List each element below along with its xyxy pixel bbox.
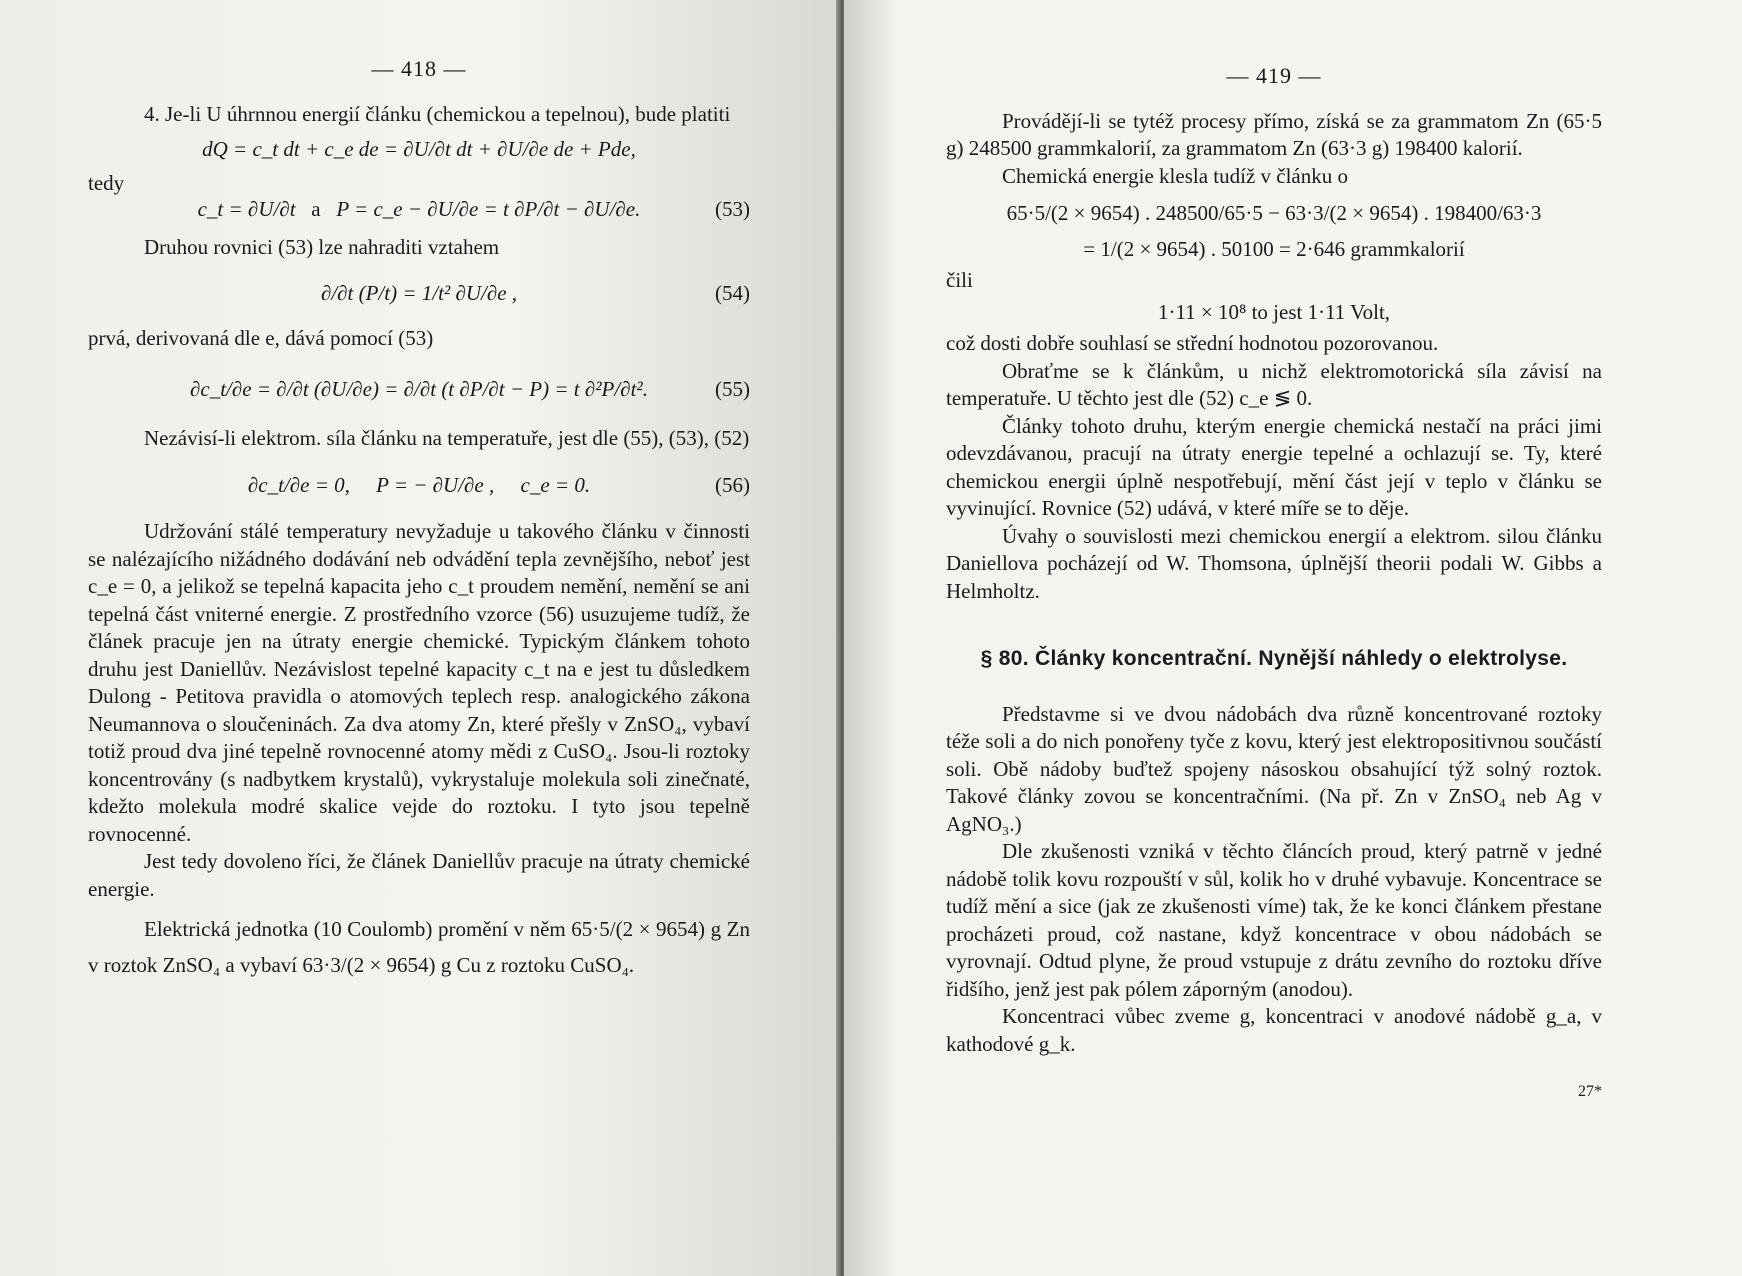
section-heading-80: § 80. Články koncentrační. Nynější náhledy o elektrolyse.	[980, 647, 1568, 670]
equation-dq	[88, 136, 750, 164]
paragraph-prva: prvá, derivovaná dle e, dává pomocí (53)	[88, 326, 434, 350]
equation-53	[88, 170, 750, 224]
equation-56-text: ∂c_t/∂e = 0, P = − ∂U/∂e , c_e = 0.	[247, 473, 591, 497]
signature-mark: 27*	[1578, 1083, 1602, 1100]
equation-number-56: (56)	[715, 473, 750, 497]
equation-number-54: (54)	[715, 281, 750, 305]
equation-54-text: ∂/∂t (P/t) = 1/t² ∂U/∂e ,	[320, 281, 518, 305]
paragraph-predstavme: Představme si ve dvou nádobách dva různě koncentrované roztoky téže soli a do nich ponořeny tyče z kovu, který jest elektropositivnou součástí soli. Obě nádoby buďtež spojeny násoskou obsahující týž solný roztok. Takové články zovou se koncentračními. (Na př. Zn v ZnSO₄ neb Ag v AgNO₃.)	[946, 701, 1602, 836]
label-cili: čili	[946, 268, 973, 292]
left-text-column	[88, 55, 750, 983]
paragraph-druhou: Druhou rovnici (53) lze nahraditi vztahem	[144, 234, 500, 259]
paragraph-nezavisi: Nezávisí-li elektrom. síla článku na temperatuře, jest dle (55), (53), (52)	[144, 425, 750, 450]
equation-55	[88, 359, 750, 419]
volt-line: 1·11 × 10⁸ to jest 1·11 Volt,	[1157, 299, 1391, 324]
equation-53-and: a	[311, 196, 321, 221]
paragraph-chemicka: Chemická energie klesla tudíž v článku o	[1002, 163, 1348, 188]
right-page	[844, 0, 1742, 1276]
equation-volt	[946, 299, 1602, 327]
paragraph-dle-zkusenosti: Dle zkušenosti vzniká v těchto článcích proud, který patrně v jedné nádobě tolik kovu rozpouští v sůl, kolik ho v druhé vybavuje. Koncentrace se tudíž mění a sice (jak ze zkušenosti víme) tak, že ke konci článkem přestane procházeti proud, což nastane, když koncentrace v obou nádobách se vyrovnají. Odtud plyne, že proud vstupuje z drátu zevního do roztoku dříve řidšího, jenž jest pak pólem záporným (anodou).	[946, 839, 1602, 1001]
paragraph-coz: což dosti dobře souhlasí se střední hodnotou pozorovanou.	[946, 331, 1439, 355]
paragraph-udrzovani: Udržování stálé temperatury nevyžaduje u takového článku v činnosti se nalézajícího nižádného dodávání neb odvádění tepla zevnějšího, neboť jest c_e = 0, a jelikož se tepelná kapacita jeho c_t proudem nemění, nemění se ani tepelná část vniterné energie. Z prostředního vzorce (56) usuzujeme tudíž, že článek pracuje jen na útraty energie chemické. Typickým článkem tohoto druhu jest Daniellův. Nezávislost tepelné kapacity c_t na e jest tu důsledkem Dulong - Petitova pravidla o atomových teplech resp. analogického zákona Neumannova o sloučeninách. Za dva atomy Zn, které přešly v ZnSO₄, vybaví totiž proud dva jiné tepelně rovnocenné atomy mědi z CuSO₄. Jsou-li roztoky koncentrovány (s nadbytkem krystalů), vykrystaluje molekula soli zinečnaté, kdežto molekula modré skalice vejde do roztoku. I tyto jsou tepelně rovnocenné.	[88, 519, 750, 846]
page-number-left: — 418 —	[371, 56, 467, 81]
paragraph-provadeji: Provádějí-li se tytéž procesy přímo, získá se za grammatom Zn (65·5 g) 248500 grammkalorií, za grammatom Zn (63·3 g) 198400 kalorií.	[946, 108, 1602, 160]
page-number-right: — 419 —	[1226, 63, 1322, 88]
equation-number-53: (53)	[715, 197, 750, 221]
paragraph-elektricka-jednotka: Elektrická jednotka (10 Coulomb) promění v něm 65·5/(2 × 9654) g Zn v roztok ZnSO₄ a vybaví 63·3/(2 × 9654) g Cu z roztoku CuSO₄.	[88, 917, 750, 977]
left-page	[0, 0, 840, 1276]
label-tedy: tedy	[88, 170, 125, 195]
equation-53-lhs: c_t = ∂U/∂t	[197, 196, 296, 221]
paragraph-uvahy: Úvahy o souvislosti mezi chemickou energií a elektrom. silou článku Daniellova pocházejí od W. Thomsona, úplnější theorii podali W. Gibbs a Helmholtz.	[946, 523, 1602, 603]
equation-number-55: (55)	[715, 376, 750, 401]
equation-56	[88, 458, 750, 512]
paragraph-koncentraci: Koncentraci vůbec zveme g, koncentraci v anodové nádobě g_a, v kathodové g_k.	[946, 1004, 1602, 1056]
equation-54	[88, 267, 750, 319]
equation-calculation	[946, 200, 1602, 263]
equation-dq-text: dQ = c_t dt + c_e de = ∂U/∂t dt + ∂U/∂e de + Pde,	[202, 137, 636, 161]
paragraph-jest-tedy: Jest tedy dovoleno říci, že článek Daniellův pracuje na útraty chemické energie.	[88, 849, 750, 901]
equation-53-rhs: P = c_e − ∂U/∂e = t ∂P/∂t − ∂U/∂e.	[336, 196, 641, 221]
right-text-column	[946, 62, 1602, 1106]
paragraph-clanky: Články tohoto druhu, kterým energie chemická nestačí na práci jimi odevzdávanou, pracují na útraty energie tepelné a ochlazují se. Ty, které chemickou energii úplně nespotřebují, mění část její v teplo v článku se vyvinující. Rovnice (52) udává, v které míře se to děje.	[946, 413, 1602, 520]
paragraph-obratme: Obraťme se k článkům, u nichž elektromotorická síla závisí na temperatuře. U těchto jest dle (52) c_e ≶ 0.	[946, 358, 1602, 410]
equation-55-text: ∂c_t/∂e = ∂/∂t (∂U/∂e) = ∂/∂t (t ∂P/∂t − P) = t ∂²P/∂t².	[190, 376, 648, 401]
calculation-line-1: 65·5/(2 × 9654) . 248500/65·5 − 63·3/(2 × 9654) . 198400/63·3	[1006, 201, 1542, 225]
calculation-line-2: = 1/(2 × 9654) . 50100 = 2·646 grammkalorií	[1083, 236, 1465, 261]
paragraph-intro: 4. Je-li U úhrnnou energií článku (chemickou a tepelnou), bude platiti	[144, 101, 731, 126]
